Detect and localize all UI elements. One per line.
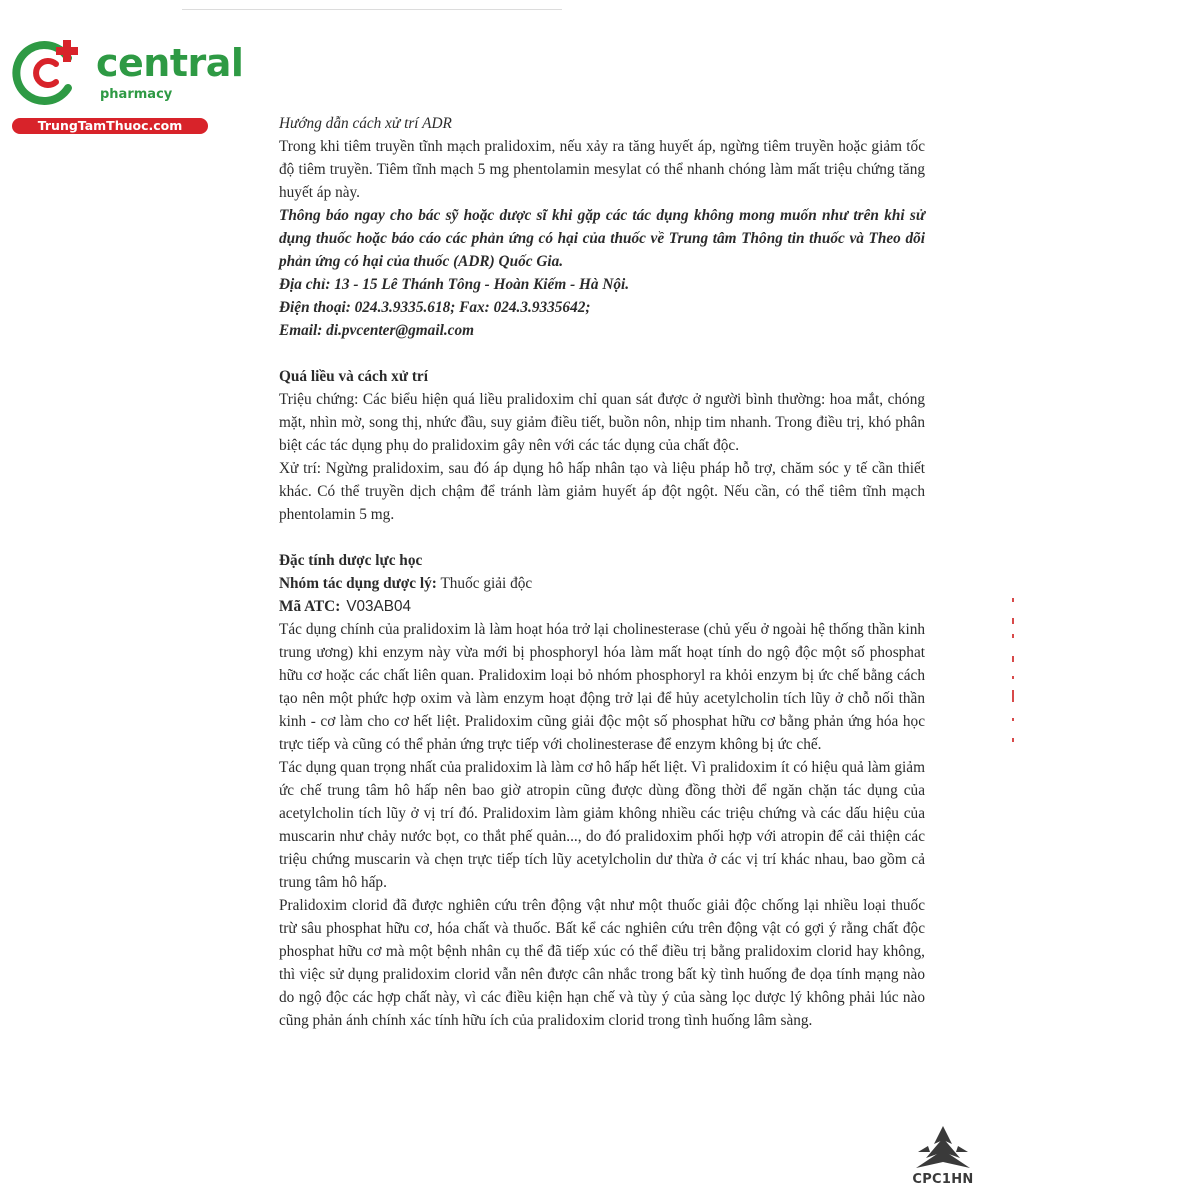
- section-spacer: [279, 526, 925, 549]
- logo-url-badge[interactable]: TrungTamThuoc.com: [12, 118, 208, 134]
- pharmacodynamics-paragraph-3: Pralidoxim clorid đã được nghiên cứu trên động vật như một thuốc giải độc chống lại nhiều loại thuốc trừ sâu phosphat hữu cơ, hóa chất và thuốc. Bất kể các nghiên cứu trên động vật có gợi ý rằng chất độc phosphat hữu cơ mà một bệnh nhân cụ thể đã tiếp xúc có thể điều trị bằng pralidoxim clorid hay không, thì việc sử dụng pralidoxim clorid vẫn nên được cân nhắc trong bất kỳ tình huống đe dọa tính mạng nào do ngộ độc các hợp chất này, vì các điều kiện hạn chế và tùy ý của sàng lọc dược lý không phải lúc nào cũng phản ánh chính xác tính hữu ích của pralidoxim clorid trong tình huống lâm sàng.: [279, 897, 925, 1029]
- document-body: [279, 112, 925, 1032]
- pharmacodynamics-heading: Đặc tính dược lực học: [279, 552, 423, 569]
- overdose-treatment: Xử trí: Ngừng pralidoxim, sau đó áp dụng hô hấp nhân tạo và liệu pháp hỗ trợ, chăm sóc y tế cần thiết khác. Có thể truyền dịch chậm để tránh làm giảm huyết áp đột ngột. Nếu cần, có thể tiêm tĩnh mạch phentolamin 5 mg.: [279, 460, 925, 523]
- atc-label: Mã ATC:: [279, 598, 341, 615]
- top-scan-line: [182, 9, 562, 10]
- adr-heading: Hướng dẫn cách xử trí ADR: [279, 115, 452, 132]
- pharmacy-cross-logo-icon: [10, 36, 90, 108]
- pharmacodynamics-paragraph-1: Tác dụng chính của pralidoxim là làm hoạt hóa trở lại cholinesterase (chủ yếu ở ngoài hệ thống thần kinh trung ương) khi enzym này vừa mới bị phosphoryl hóa làm mất hoạt tính do ngộ độc một số phosphat hữu cơ hoặc các chất liên quan. Pralidoxim loại bỏ nhóm phosphoryl ra khỏi enzym bị ức chế bằng cách tạo nên một phức hợp oxim và làm enzym hoạt động trở lại để hủy acetylcholin tích lũy ở chỗ nối thần kinh - cơ làm cho cơ hết liệt. Pralidoxim cũng giải độc một số phosphat hữu cơ bằng phản ứng hóa học trực tiếp và cũng có thể phản ứng trực tiếp với cholinesterase để enzym không bị ức chế.: [279, 621, 925, 753]
- atc-value: V03AB04: [346, 598, 411, 615]
- cpc1hn-manufacturer-logo: [908, 1124, 978, 1188]
- cpc1hn-logo-text: CPC1HN: [912, 1172, 974, 1187]
- adr-text: Trong khi tiêm truyền tĩnh mạch pralidoxim, nếu xảy ra tăng huyết áp, ngừng tiêm truyền hoặc giảm tốc độ tiêm truyền. Tiêm tĩnh mạch 5 mg phentolamin mesylat có thể nhanh chóng làm mất triệu chứng tăng huyết áp này.: [279, 138, 925, 201]
- adr-phone: Điện thoại: 024.3.9335.618; Fax: 024.3.9335642;: [279, 299, 591, 316]
- section-spacer: [279, 342, 925, 365]
- overdose-symptoms: Triệu chứng: Các biểu hiện quá liều pralidoxim chỉ quan sát được ở người bình thường: hoa mắt, chóng mặt, nhìn mờ, song thị, nhức đầu, suy giảm điều tiết, buồn nôn, nhịp tim nhanh. Trong điều trị, khó phân biệt các tác dụng phụ do pralidoxim gây nên với các tác dụng của chất độc.: [279, 391, 925, 454]
- overdose-heading: Quá liều và cách xử trí: [279, 368, 428, 385]
- adr-email: Email: di.pvcenter@gmail.com: [279, 322, 474, 339]
- adr-notice: Thông báo ngay cho bác sỹ hoặc dược sĩ khi gặp các tác dụng không mong muốn như trên khi sử dụng thuốc hoặc báo cáo các phản ứng có hại của thuốc về Trung tâm Thông tin thuốc và Theo dõi phản ứng có hại của thuốc (ADR) Quốc Gia.: [279, 207, 925, 270]
- adr-address: Địa chỉ: 13 - 15 Lê Thánh Tông - Hoàn Kiếm - Hà Nội.: [279, 276, 630, 293]
- drug-group-label: Nhóm tác dụng dược lý:: [279, 575, 437, 592]
- atc-code-line: [279, 595, 925, 618]
- margin-stamp-marks: [1012, 598, 1024, 748]
- central-pharmacy-logo[interactable]: [10, 36, 244, 136]
- logo-subtitle: pharmacy: [100, 87, 173, 102]
- logo-brand-text: central: [96, 41, 244, 85]
- pharmacodynamics-paragraph-2: Tác dụng quan trọng nhất của pralidoxim là làm cơ hô hấp hết liệt. Vì pralidoxim ít có hiệu quả làm giảm ức chế trung tâm hô hấp nên bao giờ atropin cũng được dùng đồng thời để ngăn chặn tác dụng của acetylcholin tích lũy ở vị trí đó. Pralidoxim làm giảm không nhiều các triệu chứng và các dấu hiệu của muscarin như chảy nước bọt, co thắt phế quản..., do đó pralidoxim phối hợp với atropin để cải thiện các triệu chứng muscarin và chẹn trực tiếp tích lũy acetylcholin dư thừa ở các vị trí khác nhau, bao gồm cả trung tâm hô hấp.: [279, 759, 925, 891]
- drug-group-value: Thuốc giải độc: [436, 575, 533, 592]
- lotus-emblem-icon: [908, 1124, 978, 1172]
- drug-group-line: [279, 572, 925, 595]
